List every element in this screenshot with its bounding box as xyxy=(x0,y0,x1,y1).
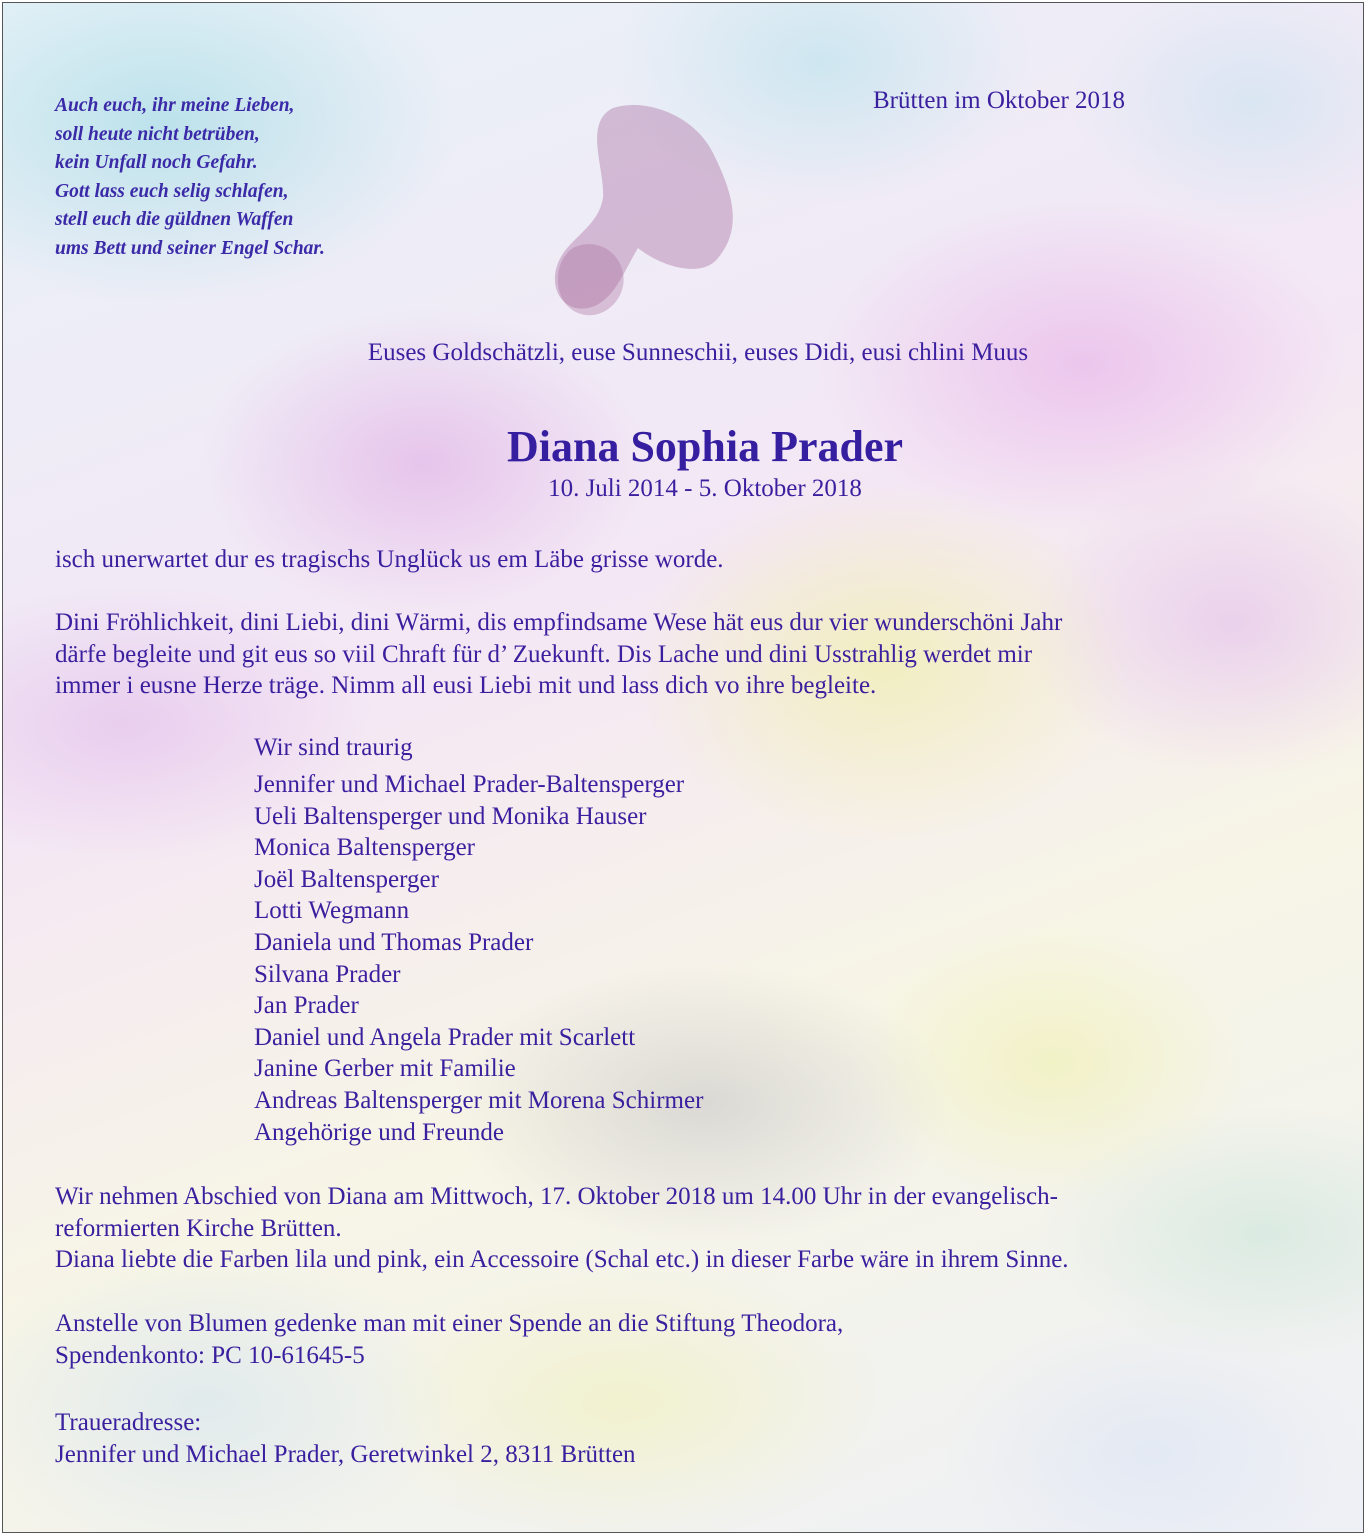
poem-line: kein Unfall noch Gefahr. xyxy=(55,152,258,173)
mourners-heading: Wir sind traurig xyxy=(254,734,413,761)
farewell-paragraph xyxy=(55,1181,1069,1276)
poem-line: Auch euch, ihr meine Lieben, xyxy=(55,95,295,116)
poem xyxy=(55,92,325,263)
donation-paragraph xyxy=(55,1308,843,1371)
donation-line: Anstelle von Blumen gedenke man mit einer Spende an die Stiftung Theodora, xyxy=(55,1310,844,1337)
mourner-name: Janine Gerber mit Familie xyxy=(254,1055,516,1083)
mourner-name: Silvana Prader xyxy=(254,960,401,988)
farewell-line: Diana liebte die Farben lila und pink, ein Accessoire (Schal etc.) in dieser Farbe wäre in ihrem Sinne. xyxy=(55,1246,1069,1273)
farewell-line: reformierten Kirche Brütten. xyxy=(55,1214,342,1242)
address-value: Jennifer und Michael Prader, Geretwinkel 2, 8311 Brütten xyxy=(55,1440,636,1468)
intro-text: isch unerwartet dur es tragischs Unglück us em Läbe grisse worde. xyxy=(55,546,724,573)
deceased-name: Diana Sophia Prader xyxy=(506,422,904,471)
obituary-page xyxy=(2,2,1364,1533)
mourner-name: Jan Prader xyxy=(254,992,359,1020)
mourner-name: Joël Baltensperger xyxy=(254,865,439,893)
tribute-line: därfe begleite und git eus so viil Chraft für d’ Zuekunft. Dis Lache und dini Usstrahlig werdet mir xyxy=(55,640,1033,668)
tribute-line: Dini Fröhlichkeit, dini Liebi, dini Wärmi, dis empfindsame Wese hät eus dur vier wunderschöni Jahr xyxy=(55,609,1063,636)
lifespan-dates: 10. Juli 2014 - 5. Oktober 2018 xyxy=(548,475,862,502)
mourning-address xyxy=(55,1407,636,1470)
donation-account: Spendenkonto: PC 10-61645-5 xyxy=(55,1341,365,1369)
poem-line: ums Bett und seiner Engel Schar. xyxy=(55,237,325,259)
poem-line: stell euch die güldnen Waffen xyxy=(55,209,294,230)
mourner-name: Daniela und Thomas Prader xyxy=(254,928,534,956)
mourner-name: Angehörige und Freunde xyxy=(254,1118,504,1146)
mourners-list xyxy=(254,732,703,1148)
watercolor-blot xyxy=(543,98,783,328)
address-label: Traueradresse: xyxy=(55,1409,202,1436)
poem-line: Gott lass euch selig schlafen, xyxy=(55,180,289,202)
mourner-name: Monica Baltensperger xyxy=(254,834,475,862)
tribute-paragraph xyxy=(55,607,1062,702)
tribute-line: immer i eusne Herze träge. Nimm all eusi Liebi mit und lass dich vo ihre begleite. xyxy=(55,672,877,699)
mourner-name: Andreas Baltensperger mit Morena Schirmer xyxy=(254,1086,704,1114)
poem-line: soll heute nicht betrüben, xyxy=(55,123,260,145)
mourner-name: Lotti Wegmann xyxy=(254,897,410,925)
mourner-name: Jennifer und Michael Prader-Baltensperger xyxy=(254,771,685,798)
nicknames-line: Euses Goldschätzli, euse Sunneschii, euses Didi, eusi chlini Muus xyxy=(367,339,1029,366)
place-date: Brütten im Oktober 2018 xyxy=(873,87,1126,114)
mourner-name: Daniel und Angela Prader mit Scarlett xyxy=(254,1023,636,1051)
farewell-line: Wir nehmen Abschied von Diana am Mittwoch, 17. Oktober 2018 um 14.00 Uhr in der evangelisch- xyxy=(55,1183,1058,1210)
mourner-name: Ueli Baltensperger und Monika Hauser xyxy=(254,802,647,830)
